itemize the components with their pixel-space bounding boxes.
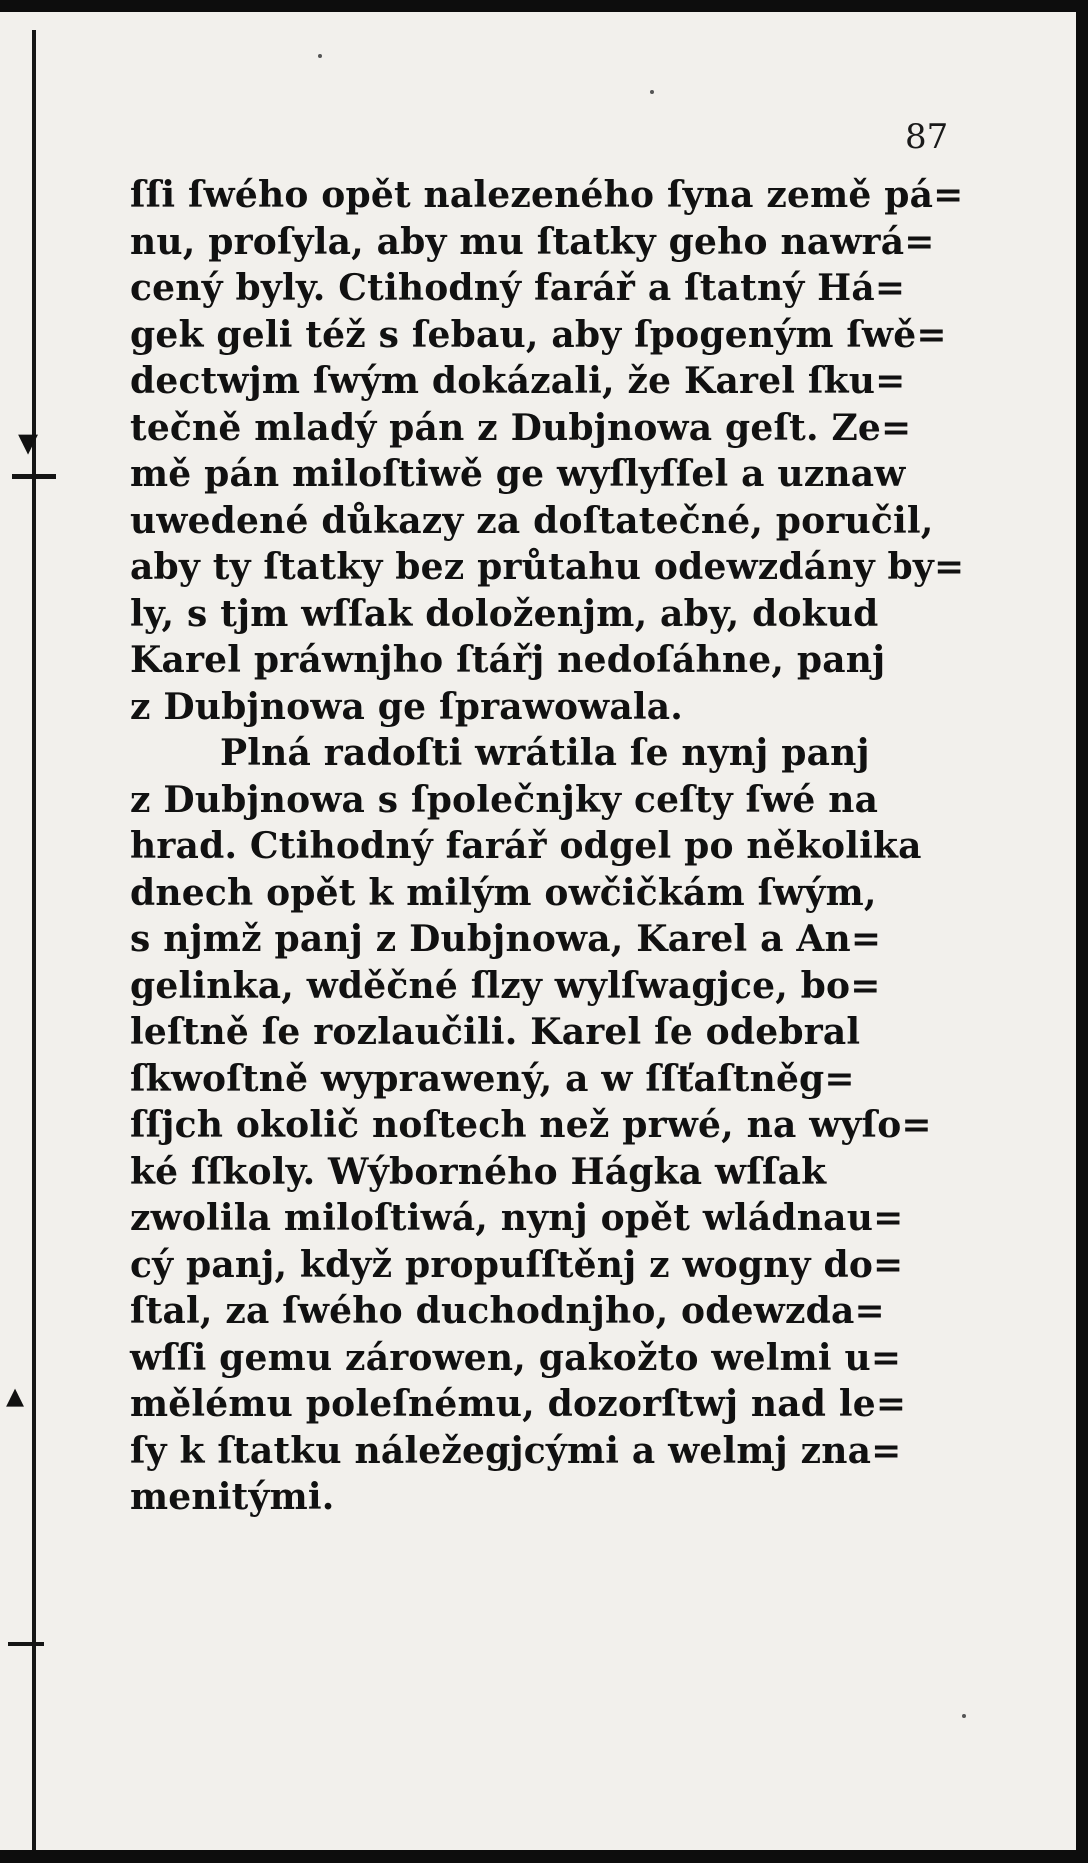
text-line: cý panj, když propuſſtěnj z wogny do= (130, 1243, 904, 1286)
text-line: gelinka, wděčné ſlzy wylſwagjce, bo= (130, 964, 881, 1007)
text-line: gek geli též s ſebau, aby ſpogeným ſwě= (130, 313, 947, 356)
paper-speck (318, 54, 322, 58)
margin-tick-mark-lower (8, 1642, 44, 1646)
text-line: Plná radoſti wrátila ſe nynj panj (220, 732, 870, 774)
text-line: zwolila miloſtiwá, nynj opět wládnau= (130, 1197, 904, 1239)
text-line: ly, s tjm wſſak doloženjm, aby, dokud (130, 592, 879, 635)
margin-down-arrow-mark: ▾ (18, 418, 39, 465)
text-line: z Dubjnowa ge ſprawowala. (130, 685, 684, 728)
text-line: nu, proſyla, aby mu ſtatky geho nawrá= (130, 220, 935, 263)
paper-speck (962, 1714, 966, 1718)
book-page (0, 12, 1076, 1850)
margin-rule (32, 30, 36, 1850)
text-line: ſkwoſtně wyprawený, a w ſſťaſtněg= (130, 1057, 855, 1100)
text-line: z Dubjnowa s ſpolečnjky ceſty ſwé na (130, 778, 879, 821)
text-line: ké ſſkoly. Wýborného Hágka wſſak (130, 1150, 827, 1193)
text-line: Karel práwnjho ſtářj nedoſáhne, panj (130, 639, 886, 681)
text-line: ſy k ſtatku náležegjcými a welmj zna= (130, 1429, 902, 1472)
text-line: cený byly. Ctihodný farář a ſtatný Há= (130, 267, 906, 309)
text-line: mě pán miloſtiwě ge wyſlyſſel a uznaw (130, 453, 906, 495)
text-line: mělému poleſnému, dozorſtwj nad le= (130, 1383, 907, 1425)
text-line: wſſi gemu zárowen, gakožto welmi u= (130, 1336, 902, 1379)
text-line: aby ty ſtatky bez průtahu odewzdány by= (130, 546, 965, 588)
margin-up-arrow-mark: ▴ (6, 1374, 25, 1416)
text-line: leſtně ſe rozlaučili. Karel ſe odebral (130, 1011, 861, 1053)
text-line: ſſi ſwého opět nalezeného ſyna země pá= (130, 174, 964, 216)
body-text (130, 172, 965, 1521)
paper-speck (650, 90, 654, 94)
text-line: tečně mladý pán z Dubjnowa geſt. Ze= (130, 406, 912, 449)
text-line: ſſjch okolič noſtech než prwé, na wyſo= (130, 1104, 932, 1146)
page-number: 87 (905, 117, 949, 157)
text-line: dnech opět k milým owčičkám ſwým, (130, 871, 877, 914)
text-line: ſtal, za ſwého duchodnjho, odewzda= (130, 1290, 885, 1332)
text-line: dectwjm ſwým dokázali, že Karel ſku= (130, 360, 906, 402)
text-line: s njmž panj z Dubjnowa, Karel a An= (130, 918, 882, 960)
text-line: hrad. Ctihodný farář odgel po několika (130, 825, 922, 867)
margin-tick-mark (12, 474, 56, 479)
text-line: menitými. (130, 1476, 335, 1518)
text-line: uwedené důkazy za doſtatečné, poručil, (130, 499, 934, 542)
